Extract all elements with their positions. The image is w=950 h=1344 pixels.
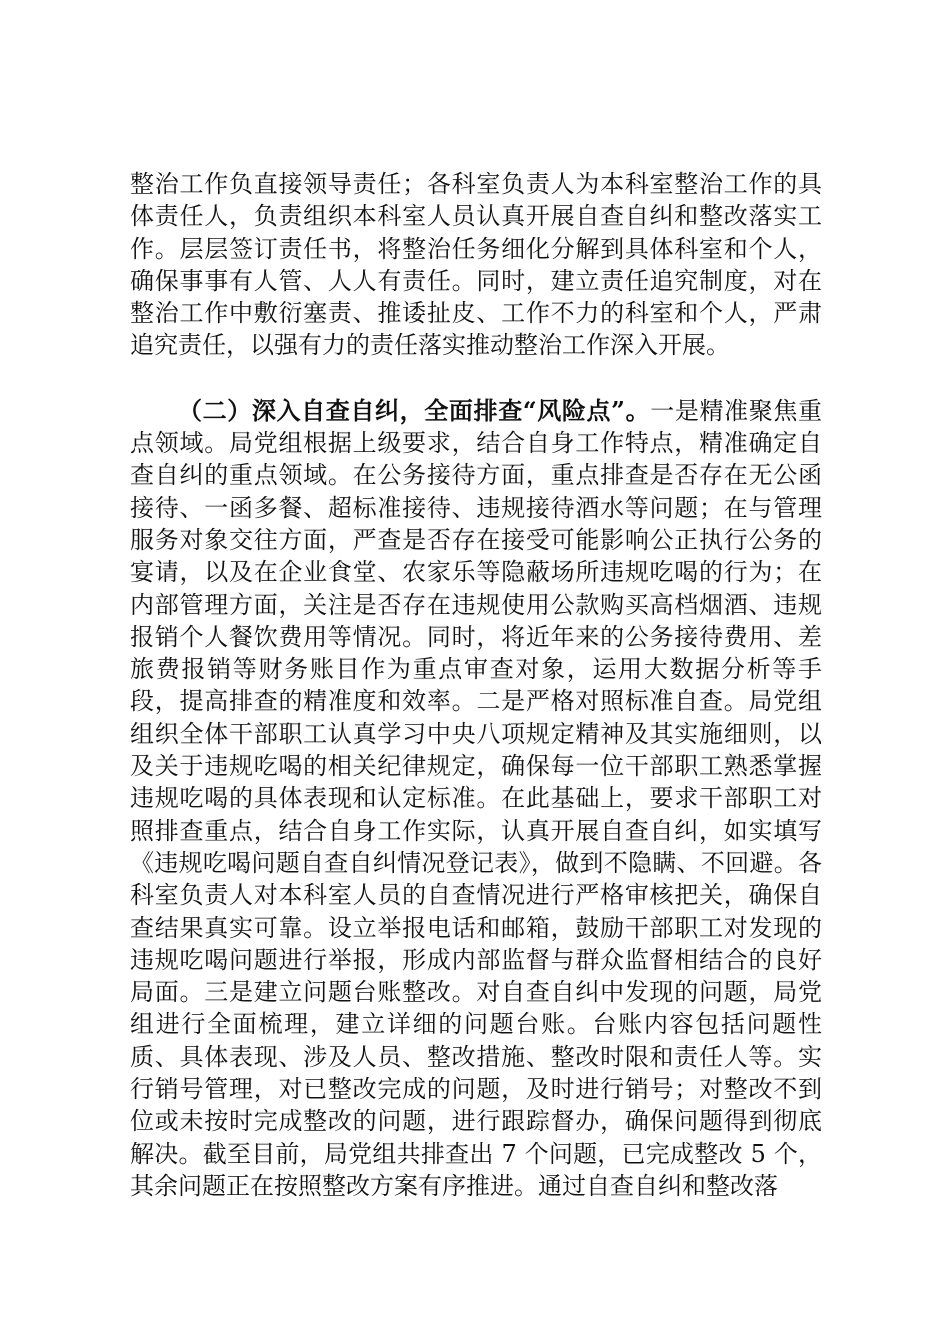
paragraph-responsibility: 整治工作负直接领导责任；各科室负责人为本科室整治工作的具体责任人，负责组织本科室人员认真开展自查自纠和整改落实工作。层层签订责任书，将整治任务细化分解到具体科室和个人，确保事事有人管、人人有责任。同时，建立责任追究制度，对在整治工作中敷衍塞责、推诿扯皮、工作不力的科室和个人，严肃追究责任，以强有力的责任落实推动整治工作深入开展。 [130, 170, 822, 360]
paragraph-self-inspection [130, 395, 822, 1202]
document-body [130, 168, 822, 1202]
paragraph-body: 一是精准聚焦重点领域。局党组根据上级要求，结合自身工作特点，精准确定自查自纠的重点领域。在公务接待方面，重点排查是否存在无公函接待、一函多餐、超标准接待、违规接待酒水等问题；在与管理服务对象交往方面，严查是否存在接受可能影响公正执行公务的宴请，以及在企业食堂、农家乐等隐蔽场所违规吃喝的行为；在内部管理方面，关注是否存在违规使用公款购买高档烟酒、违规报销个人餐饮费用等情况。同时，将近年来的公务接待费用、差旅费报销等财务账目作为重点审查对象，运用大数据分析等手段，提高排查的精准度和效率。二是严格对照标准自查。局党组组织全体干部职工认真学习中央八项规定精神及其实施细则，以及关于违规吃喝的相关纪律规定，确保每一位干部职工熟悉掌握违规吃喝的具体表现和认定标准。在此基础上，要求干部职工对照排查重点，结合自身工作实际，认真开展自查自纠，如实填写《违规吃喝问题自查自纠情况登记表》，做到不隐瞒、不回避。各科室负责人对本科室人员的自查情况进行严格审核把关，确保自查结果真实可靠。设立举报电话和邮箱，鼓励干部职工对发现的违规吃喝问题进行举报，形成内部监督与群众监督相结合的良好局面。三是建立问题台账整改。对自查自纠中发现的问题，局党组进行全面梳理，建立详细的问题台账。台账内容包括问题性质、具体表现、涉及人员、整改措施、整改时限和责任人等。实行销号管理，对已整改完成的问题，及时进行销号；对整改不到位或未按时完成整改的问题，进行跟踪督办，确保问题得到彻底解决。截至目前，局党组共排查出 7 个问题，已完成整改 5 个，其余问题正在按照整改方案有序推进。通过自查自纠和整改落 [130, 396, 823, 1200]
section-heading: （二）深入自查自纠，全面排查“风险点”。 [178, 395, 651, 425]
